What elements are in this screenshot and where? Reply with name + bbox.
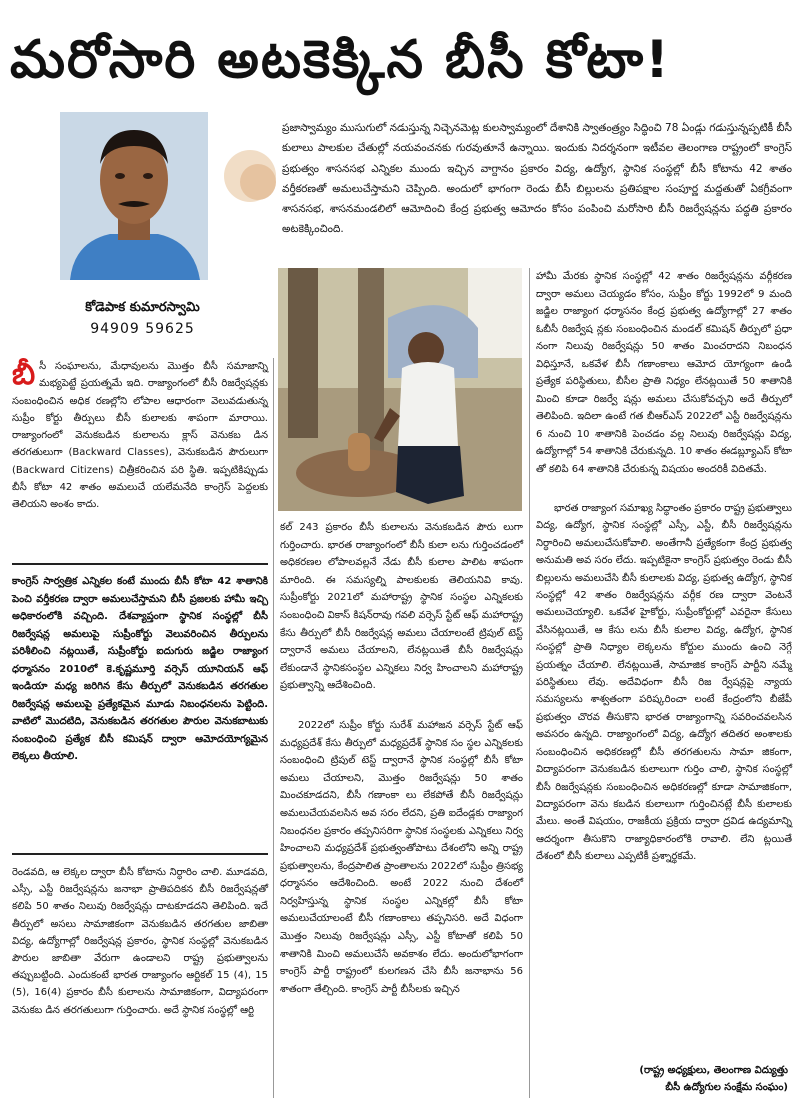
column-3 [536, 268, 792, 866]
author-portrait-image [60, 112, 208, 280]
author-credit-line-2: బీసీ ఉద్యోగుల సంక్షేమ సంఘం) [665, 1082, 788, 1093]
author-byline [40, 298, 245, 340]
column-1-paragraph-1-text: సీ సంఘాలను, మేధావులను మొత్తం బీసీ సమాజాన్ని మభ్యపెట్టే ప్రయత్నమే ఇది. రాజ్యాంగంలో బీసీ రిజర్వేషన్లకు సంబంధించిన అధిక రణల్లోని లోపాల ఆధారంగా వెలువడుతున్న సుప్రీం కోర్టు తీర్పులు బీసీ కులాలకు శాపంగా మారాయి. రాజ్యాంగంలో వెనుకబడిన కులాలను క్లాస్ వెనుకబ డిన తరగతులుగా (Backward Classes), వెనుకబడిన పౌరులుగా (Backward Citizens) చిత్రీకరించిన పరి స్థితి. ఇప్పటికిప్పుడు బీసీ కోటా 42 శాతం అమలుచే యలేమనేది కాంగ్రెస్ పెద్దలకు తెలియని అంశం కాదు. [12, 361, 268, 511]
potter-image [278, 268, 522, 511]
column-2 [280, 519, 523, 998]
column-1 [12, 358, 268, 514]
intro-paragraph: ప్రజాస్వామ్యం ముసుగులో నడుస్తున్న నిచ్చెనమెట్ల కులస్వామ్యంలో దేశానికి స్వాతంత్ర్యం సిద్ధించి 78 ఏండ్లు గడుస్తున్నప్పటికీ బీసీ కులాలు పాలకుల చేతుల్లో నయవంచనకు గురవుతూనే ఉన్నాయి. ఇందుకు నిదర్శనంగా ఇటీవల తెలంగాణ రాష్ట్రంలో కాంగ్రెస్ ప్రభుత్వం శాసనసభ ఎన్నికల ముందు ఇచ్చిన వాగ్దానం ప్రకారం విద్య, ఉద్యోగ, స్థానిక సంస్థల్లో బీసీ కోటాను 42 శాతం వర్తీకరణతో అమలుచేస్తామని చెప్పింది. అందులో భాగంగా రెండు బీసీ బిల్లులను ప్రతిపక్షాల సంపూర్ణ మద్దతుతో ఏకగ్రీవంగా శాసనసభ, శాసనమండలిలో ఆమోదించి కేంద్ర ప్రభుత్వ ఆమోదం కోసం పంపించి మరోసారి బీసీ రిజర్వేషన్లను పద్ధతి ప్రకారం అటకెక్కించింది. [282, 122, 792, 236]
column-1-paragraph-3: రెండవది, ఆ లెక్కల ద్వారా బీసీ కోటాను నిర్ధారిం చాలి. మూడవది, ఎస్సీ, ఎస్టీ రిజర్వేషన్లను జనాభా ప్రాతిపదికన బీసీ రిజర్వేషన్లతో కలిపి 50 శాతం నిలువు రిజర్వేషన్లు దాటకూడదని తెలిపింది. ఇదే తీర్పులో అసలు సామాజికంగా వెనుకబడిన తరగతుల జాబితా విద్య, ఉద్యోగాల్లో రిజర్వేషన్ల ప్రకారం, స్థానిక సంస్థల్లో వెనుకబడిన పౌరుల జాబితా వేరుగా ఉండాలని రాష్ట్ర ప్రభుత్వాలను తప్పుబట్టింది. ఎందుకంటే భారత రాజ్యాంగం ఆర్టికల్ 15 (4), 15 (5), 16(4) ప్రకారం బీసీ కులాలను సామాజికంగా, విద్యాపరంగా వెనుకబ డిన తరగతులుగా గుర్తించారు. అదే స్థానిక సంస్థల్లో ఆర్టి [12, 867, 268, 1016]
column-2-paragraph-2: 2022లో సుప్రీం కోర్టు సురేశ్ మహాజన వర్సెస్ స్టేట్ ఆఫ్ మధ్యప్రదేశ్ కేసు తీర్పులో మధ్యప్రదేశ్ స్థానిక సం స్థల ఎన్నికలకు సంబంధించి ట్రిపుల్ టెస్ట్ ద్వారానే స్థానిక సంస్థల్లో బీసీ కోటా అమలు చేయాలని, మొత్తం రిజర్వేషన్లు 50 శాతం మించకూడదని, బీసీ గణాంకా లు లేకపోతే బీసీ రిజర్వేషన్లు అమలుచేయవలసిన అవ సరం లేదని, ప్రతి ఐదేండ్లకు రాజ్యాంగ నిబంధనల ప్రకారం తప్పనిసరిగా స్థానిక సంస్థలకు ఎన్నికలు నిర్వ హించాలని మధ్యప్రదేశ్ ప్రభుత్వంతోపాటు దేశంలోని అన్ని రాష్ట్ర ప్రభుత్వాలను, కేంద్రపాలిత ప్రాంతాలను 2022లో సుప్రీం త్రిసభ్య ధర్మాసనం ఆదేశించింది. అంటే 2022 నుంచి దేశంలో నిర్వహిస్తున్న స్థానిక సంస్థల ఎన్నికల్లో బీసీ కోటా అమలుచేయాలంటే బీసీ గణాంకాలు తప్పనిసరి. అదే విధంగా మొత్తం నిలువు రిజర్వేషన్లు ఎస్సీ, ఎస్టీ కోటాతో కలిపి 50 శాతానికి మించి అమలుచేసే అవకాశం లేదు. అందులోభాగంగా కాంగ్రెస్ పార్టీ రాష్ట్రంలో కులగణన చేసి బీసీ జనాభాను 56 శాతంగా తేల్చింది. కాంగ్రెస్ పార్టీ బీసీలకు ఇచ్చిన [280, 719, 523, 995]
headline: మరోసారి అటకెక్కిన బీసీ కోటా! [10, 30, 671, 90]
column-1-box-bottom-rule [12, 853, 268, 855]
column-1-lower [12, 864, 268, 1019]
author-credit-line-1: (రాష్ట్ర అధ్యక్షులు, తెలంగాణ విద్యుత్తు [639, 1065, 788, 1076]
drop-cap: బీ [12, 357, 36, 392]
column-1-paragraph-2: కాంగ్రెస్ సార్వత్రిక ఎన్నికల కంటే ముందు బీసీ కోటా 42 శాతానికి పెంచి వర్తీకరణ ద్వారా అమలుచేస్తామని బీసీ ప్రజలకు హామీ ఇచ్చి అధికారంలోకి వచ్చింది. దేశవ్యాప్తంగా స్థానిక సంస్థల్లో బీసీ రిజర్వేషన్ల అమలుపై సుప్రీంకోర్టు వెలువరించిన తీర్పులను పరిశీలించి నట్లయితే, సుప్రీంకోర్టు ఐదుగురు జడ్జిల రాజ్యాంగ ధర్మాసనం 2010లో కె.కృష్ణమూర్తి వర్సెస్ యూనియన్ ఆఫ్ ఇండియా మధ్య జరిగిన కేసు తీర్పులో వెనుకబడిన తరగతుల రిజర్వేషన్ల అమలుపై ప్రత్యేకమైన మూడు నిబంధనలను పెట్టింది. వాటిలో మొదటిది, వెనుకబడిన తరగతుల పౌరుల వెనుకబాటుకు సంబంధించి ప్రత్యేక బీసీ కమిషన్ ద్వారా ఆమోదయోగ్యమైన లెక్కలు తీయాలి. [12, 576, 268, 762]
author-credit [560, 1062, 788, 1096]
column-2-paragraph-1: కల్ 243 ప్రకారం బీసీ కులాలను వెనుకబడిన పౌరు లుగా గుర్తించారు. భారత రాజ్యాంగంలో బీసీ కులా లను గుర్తించడంలో అధికరణల లోపాలవల్లనే నేడు బీసీ కులాల పాలిట శాపంగా మారింది. ఈ సమస్యల్ని పాలకులకు తెలియనివి కావు. సుప్రీంకోర్టు 2021లో మహారాష్ట్ర స్థానిక సంస్థల ఎన్నికలకు సంబంధించి వికాస్ కిషన్‌రావు గవలి వర్సెస్ స్టేట్ ఆఫ్ మహారాష్ట్ర కేసు తీర్పులో బీసీ రిజర్వేషన్ల అమలు చేయాలంటే ట్రిపుల్ టెస్ట్ ద్వారానే అమలు చేయాలని, లేనట్లయితే బీసీ రిజర్వేషన్లు లేకుండానే స్థానికసంస్థల ఎన్నికలు నిర్వ హించాలని మహారాష్ట్ర ప్రభుత్వాన్ని ఆదేశించింది. [280, 522, 523, 692]
column-3-paragraph-2: భారత రాజ్యాంగ సమాఖ్య సిద్ధాంతం ప్రకారం రాష్ట్ర ప్రభుత్వాలు విద్య, ఉద్యోగ, స్థానిక సంస్థల్లో ఎస్సీ, ఎస్టీ, బీసీ రిజర్వేషన్లను నిర్ధారించి అమలుచేసుకోవాలి. అంతేగానీ ప్రత్యేకంగా కేంద్ర ప్రభుత్వ అనుమతి అవ సరం లేదు. ఇప్పటికైనా కాంగ్రెస్ ప్రభుత్వం రెండు బీసీ బిల్లులను అమలుచేసి బీసీ కులాలకు విద్య, ప్రభుత్వ ఉద్యోగ, స్థానిక సంస్థల్లో 42 శాతం రిజర్వేషన్లను వర్గీక రణ ద్వారా వెంటనే అమలుచెయ్యాలి. ఒకవేళ హైకోర్టు, సుప్రీంకోర్టుల్లో ఎవరైనా కేసులు వేసినట్లయితే, ఆ కేసు లను బీసీ కులాల విద్య, ఉద్యోగ, స్థానిక సంస్థల్లో ప్రాతి నిధ్యాల లెక్కలను కోర్టుల ముందు ఉంచి నెగ్గే ప్రయత్నం చేయాలి. లేనట్లయితే, సామాజిక కాంగ్రెస్ పార్టీని నమ్మే పరిస్థితులు లేవు. అదేవిధంగా బీసీ రిజ ర్వేషన్లపై న్యాయ సమస్యలను శాశ్వతంగా పరిష్కరించా లంటే కేంద్రంలోని బీజేపీ ప్రభుత్వం చొరవ తీసుకొని భారత రాజ్యాంగాన్ని సవరించవలసిన అవసరం ఉన్నది. రాజ్యాంగంలో విద్య, ఉద్యోగ తదితర అంశాలకు సంబంధించిన అధికరణల్లో బీసీ తరగతులను సామా జికంగా, విద్యాపరంగా వెనుకబడిన కులాలుగా గుర్తిం చాలి, స్థానిక సంస్థల్లో బీసీ రిజర్వేషన్లకు సంబంధించిన అధికరణల్లో కూడా సామాజికంగా, విద్యాపరంగా వెను కబడిన కులాలుగా గుర్తించినట్లే బీసీ కులాలకు మేలు. అంతే విషయం, రాజకీయ ప్రక్రియ ద్వారా ద్రవిడ ఉద్యమాన్ని ఆదర్శంగా తీసుకొని రాజ్యాధికారంలోకి రావాలి. లేని ట్లయితే దేశంలో బీసీ కులాలు ఎప్పటికీ ప్రశ్నార్థకమే. [536, 503, 792, 863]
column-3-paragraph-1: హామీ మేరకు స్థానిక సంస్థల్లో 42 శాతం రిజర్వేషన్లను వర్గీకరణ ద్వారా అమలు చెయ్యడం కోసం, సుప్రీం కోర్టు 1992లో 9 మంది జడ్జిల రాజ్యాంగ ధర్మాసనం కేంద్ర ప్రభుత్వ ఉద్యోగాల్లో 27 శాతం ఓబీసీ రిజర్వేష న్లకు సంబంధించిన మండల్ కమిషన్ తీర్పులో ప్రధా నంగా నిలువు రిజర్వేషన్లు 50 శాతం మించరాదని నిబంధన విధిస్తూనే, ఒకవేళ బీసీ గణాంకాలు ఆమోద యోగ్యంగా ఉండి ప్రత్యేక పరిస్థితులు, బీసీల ప్రాతి నిధ్యం లేనట్లయితే 50 శాతానికి మించి కూడా రిజర్వే షన్లు అమలు చేసుకోవచ్చని అదే తీర్పులో తెలిపింది. ఇదిలా ఉంటే గత బీఆర్ఎస్ 2022లో ఎస్టీ రిజర్వేషన్లను 6 నుంచి 10 శాతానికి పెంచడం వల్ల నిలువు రిజర్వేషన్లు విద్య, ఉద్యోగాల్లో 54 శాతానికి చేరుకున్నది. 10 శాతం ఈడబ్ల్యూఎస్ కోటా తో కలిపి 64 శాతానికి చేరుకున్న విషయం అందరికీ విదితమే. [536, 271, 792, 475]
potter-photo [278, 268, 522, 511]
column-1-box-top-rule [12, 563, 268, 565]
author-photo [60, 112, 208, 280]
column-divider-1 [273, 358, 274, 1098]
author-name: కోడెపాక కుమారస్వామి [85, 300, 200, 315]
column-divider-2 [529, 268, 530, 1098]
decorative-circles [212, 140, 282, 210]
column-1-paragraph-1 [12, 358, 268, 514]
column-1-boxed [12, 573, 268, 766]
author-phone: 94909 59625 [90, 321, 195, 337]
intro-column [282, 118, 792, 240]
